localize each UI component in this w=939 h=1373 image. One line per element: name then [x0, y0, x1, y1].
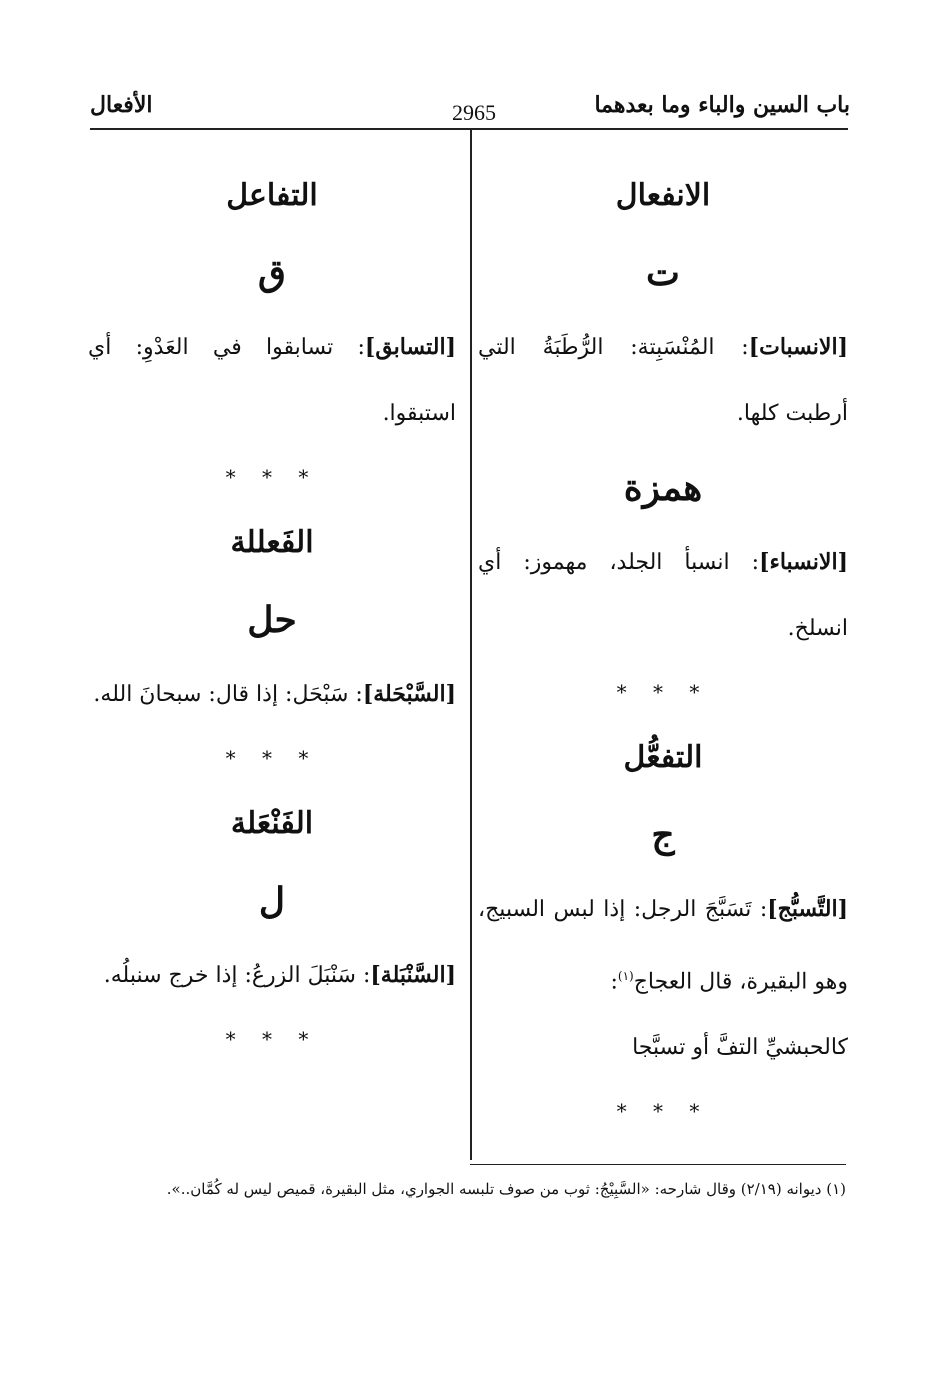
- letter-lam: ل: [258, 880, 286, 922]
- entry-insibat: [478, 314, 848, 447]
- section-separator: * * *: [616, 680, 710, 704]
- letter-ta: ت: [646, 252, 680, 294]
- entry-keyword: [التسابق]: [364, 334, 456, 360]
- entry-tasabuq: [88, 314, 456, 447]
- heading-fanala: الفَنْعَلة: [230, 806, 314, 841]
- category-label: الأفعال: [90, 92, 153, 118]
- section-separator: * * *: [225, 746, 319, 770]
- entry-tail: :: [610, 969, 618, 995]
- entry-text: : سَنْبَلَ الزرعُ: إذا خرج سنبلُه.: [103, 963, 371, 988]
- heading-faalala: الفَعللة: [230, 525, 314, 560]
- entry-keyword: [السَّنْبَلة]: [370, 962, 456, 988]
- footnote: (١) ديوانه (٢/١٩) وقال شارحه: «السَّبِيْجُ: ثوب من صوف تلبسه الجواري، مثل البقيرة، قميص ليس له كُمَّان..».: [166, 1180, 846, 1198]
- page-header: [90, 92, 850, 132]
- entry-insiba: [478, 529, 848, 662]
- section-separator: * * *: [225, 465, 319, 489]
- left-column: [88, 160, 456, 1069]
- entry-keyword: [الانسبات]: [748, 334, 848, 360]
- letter-hal: حل: [247, 599, 297, 641]
- entry-sabhala: [88, 661, 456, 728]
- entry-text: : سَبْحَل: إذا قال: سبحانَ الله.: [93, 682, 363, 707]
- heading-infiaal: الانفعال: [615, 178, 711, 213]
- entry-keyword: [الانسباء]: [759, 549, 848, 575]
- letter-qaf: ق: [258, 252, 286, 294]
- entry-sanbala: [88, 942, 456, 1009]
- letter-jim: ج: [651, 814, 675, 856]
- section-title: باب السين والباء وما بعدهما: [594, 92, 850, 118]
- heading-tafaul: التفعُّل: [623, 740, 703, 775]
- entry-text: : تَسَبَّجَ الرجل: إذا لبس السبيج، وهو البقيرة، قال العجاج: [478, 897, 848, 995]
- entry-text: : تسابقوا في العَدْوِ: أي استبقوا.: [88, 335, 456, 426]
- footnote-rule: [470, 1164, 846, 1165]
- entry-text: : المُنْسَبِتة: الرُّطَبَةُ التي أرطبت كلها.: [478, 335, 848, 426]
- letter-hamza: همزة: [623, 467, 703, 509]
- section-separator: * * *: [616, 1099, 710, 1124]
- page-number: 2965: [452, 100, 496, 125]
- entry-text: : انسبأ الجلد، مهموز: أي انسلخ.: [478, 550, 848, 641]
- entry-keyword: [السَّبْحَلة]: [362, 681, 456, 707]
- column-divider: [470, 130, 472, 1160]
- poem-verse: كالحبشيِّ التفَّ أو تسبَّجا: [632, 1035, 848, 1061]
- header-rule: [90, 128, 848, 130]
- entry-tasabbuj: [478, 876, 848, 1015]
- footnote-ref[interactable]: (١): [617, 969, 634, 983]
- entry-keyword: [التَّسبُّج]: [767, 896, 848, 922]
- section-separator: * * *: [225, 1027, 319, 1051]
- heading-tafaaul: التفاعل: [226, 178, 318, 213]
- right-column: [478, 160, 848, 1141]
